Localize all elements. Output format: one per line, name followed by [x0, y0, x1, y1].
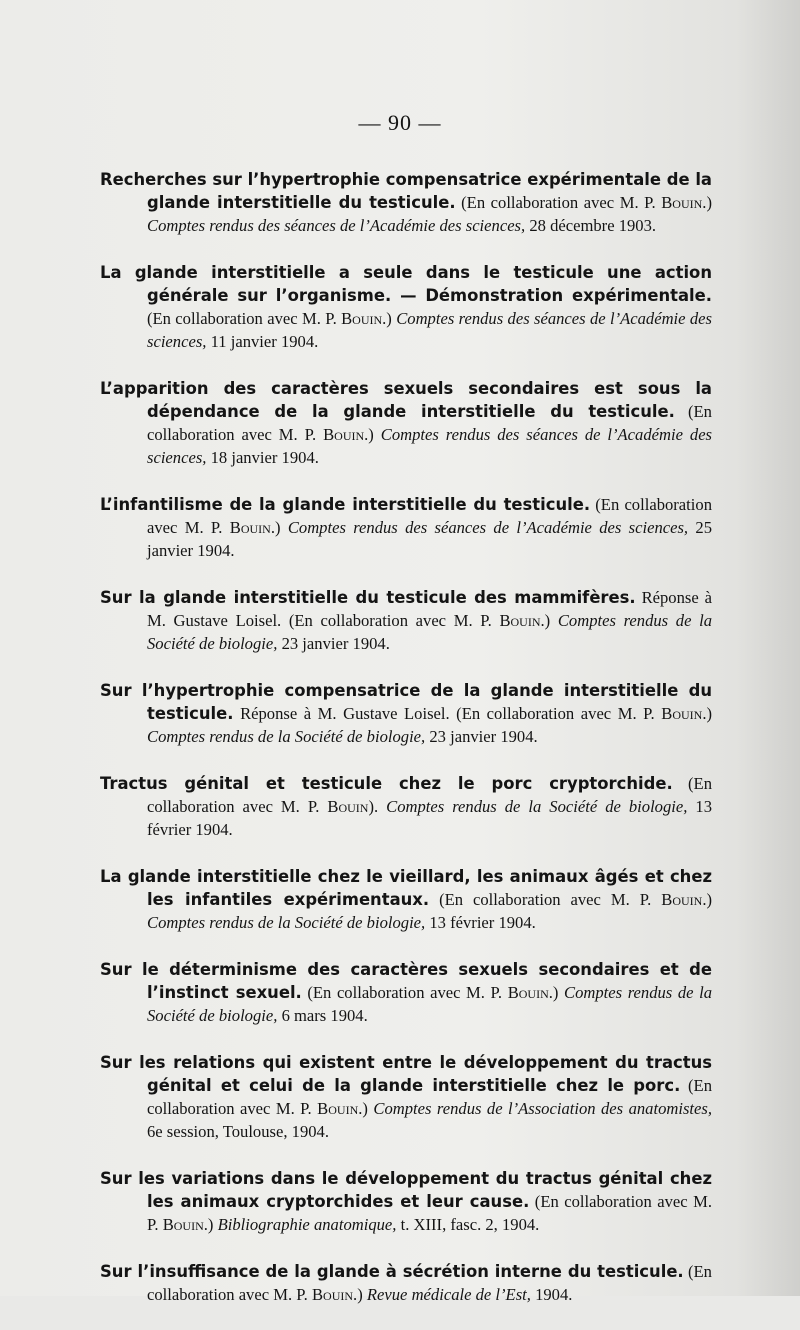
entry-title: Sur les variations dans le développement du tractus génital chez les animaux cryptorchides et leur cause. [100, 1169, 712, 1211]
entry-date: 13 février 1904. [429, 913, 536, 932]
entry-title: Sur l’hypertrophie compensatrice de la glande interstitielle du testicule. [100, 681, 712, 723]
entry-journal: Comptes rendus de la Société de biologie, [386, 797, 688, 816]
bibliography-entry [100, 377, 712, 469]
entry-author: Bouin [661, 704, 703, 723]
bibliography-entry [100, 1167, 712, 1236]
bibliography-entry [100, 1260, 712, 1306]
entry-date: 1904. [535, 1285, 573, 1304]
bibliography-entry [100, 772, 712, 841]
entry-title: Tractus génital et testicule chez le porc cryptorchide. [100, 774, 673, 793]
entry-punctuation: .) [540, 611, 551, 630]
entry-journal: Comptes rendus de l’Association des anatomistes, [373, 1099, 713, 1118]
entry-punctuation: .) [203, 1215, 214, 1234]
entry-author: Bouin [327, 797, 369, 816]
entry-date: 28 décembre 1903. [529, 216, 657, 235]
bibliography-entry [100, 168, 712, 237]
entry-journal: Comptes rendus de la Société de biologie, [147, 611, 712, 653]
entry-date: 6 mars 1904. [281, 1006, 368, 1025]
entry-collaboration: (En collaboration avec M. P. [307, 983, 503, 1002]
entry-author: Bouin [661, 193, 703, 212]
entry-collaboration: (En collaboration avec M. P. [147, 1192, 712, 1234]
bibliography-entry [100, 865, 712, 934]
entry-punctuation: .) [702, 193, 712, 212]
entry-punctuation: .) [702, 704, 712, 723]
entry-collaboration: (En collaboration avec M. P. [147, 309, 337, 328]
bibliography-entry [100, 1051, 712, 1143]
entry-punctuation: .) [702, 890, 712, 909]
entry-journal: Comptes rendus de la Société de biologie, [147, 727, 426, 746]
entry-author: Bouin [162, 1215, 204, 1234]
entry-title: Sur l’insuffisance de la glande à sécrétion interne du testicule. [100, 1262, 684, 1281]
bibliography-entry [100, 958, 712, 1027]
entry-author: Bouin [311, 1285, 354, 1304]
entry-date: t. XIII, fasc. 2, 1904. [400, 1215, 540, 1234]
entry-title: L’infantilisme de la glande interstitielle du testicule. [100, 495, 591, 514]
entry-collaboration: (En collaboration avec M. P. [147, 1076, 712, 1118]
entry-journal: Comptes rendus des séances de l’Académie des sciences, [287, 518, 689, 537]
entry-collaboration: (En collaboration avec M. P. [147, 495, 712, 537]
entry-journal: Comptes rendus des séances de l’Académie des sciences, [147, 425, 713, 467]
entry-collaboration: Réponse à M. Gustave Loisel. (En collaboration avec M. P. [147, 588, 712, 630]
entry-collaboration: (En collaboration avec M. P. [461, 193, 656, 212]
entry-collaboration: (En collaboration avec M. P. [147, 402, 712, 444]
entry-title: Sur la glande interstitielle du testicule des mammifères. [100, 588, 636, 607]
entry-collaboration: (En collaboration avec M. P. [147, 774, 712, 816]
entry-title: Sur les relations qui existent entre le développement du tractus génital et celui de la glande interstitielle chez le porc. [100, 1053, 712, 1095]
entry-author: Bouin [341, 309, 383, 328]
entry-date: 13 février 1904. [147, 797, 712, 839]
entry-collaboration: (En collaboration avec M. P. [439, 890, 652, 909]
bibliography-entry [100, 586, 712, 655]
entry-journal: Revue médicale de l’Est, [366, 1285, 531, 1304]
entry-punctuation: ). [368, 797, 379, 816]
entry-punctuation: .) [353, 1285, 363, 1304]
entry-date: 18 janvier 1904. [210, 448, 319, 467]
entry-date: 23 janvier 1904. [429, 727, 538, 746]
entry-journal: Comptes rendus de la Société de biologie, [147, 983, 712, 1025]
entry-author: Bouin [323, 425, 365, 444]
entry-punctuation: .) [270, 518, 281, 537]
entry-punctuation: .) [382, 309, 392, 328]
entry-punctuation: .) [358, 1099, 368, 1118]
entry-title: La glande interstitielle a seule dans le testicule une action générale sur l’organisme. — Démonstration expérimentale. [100, 263, 712, 305]
entry-date: 23 janvier 1904. [281, 634, 390, 653]
bibliography-entry [100, 261, 712, 353]
entry-journal: Comptes rendus de la Société de biologie, [147, 913, 426, 932]
entry-journal: Comptes rendus des séances de l’Académie des sciences, [147, 309, 712, 351]
entry-date: 25 janvier 1904. [147, 518, 712, 560]
entry-date: 6e session, Toulouse, 1904. [147, 1122, 329, 1141]
entry-date: 11 janvier 1904. [210, 332, 319, 351]
entry-collaboration: Réponse à M. Gustave Loisel. (En collaboration avec M. P. [240, 704, 655, 723]
entry-author: Bouin [507, 983, 549, 1002]
page-number: — 90 — [358, 110, 442, 135]
bibliography-entry [100, 493, 712, 562]
entry-punctuation: .) [548, 983, 559, 1002]
entry-punctuation: .) [364, 425, 374, 444]
entry-title: La glande interstitielle chez le vieillard, les animaux âgés et chez les infantiles expérimentaux. [100, 867, 712, 909]
entry-collaboration: (En collaboration avec M. P. [147, 1262, 712, 1304]
entry-author: Bouin [499, 611, 541, 630]
entry-author: Bouin [317, 1099, 359, 1118]
entry-title: Recherches sur l’hypertrophie compensatrice expérimentale de la glande interstitielle du testicule. [100, 170, 712, 212]
entry-author: Bouin [229, 518, 271, 537]
entry-journal: Comptes rendus des séances de l’Académie des sciences, [147, 216, 526, 235]
entry-title: L’apparition des caractères sexuels secondaires est sous la dépendance de la glande interstitielle du testicule. [100, 379, 712, 421]
bibliography-entry [100, 679, 712, 748]
entry-journal: Bibliographie anatomique, [217, 1215, 397, 1234]
bibliography-list [100, 168, 712, 1330]
entry-author: Bouin [661, 890, 703, 909]
entry-title: Sur le déterminisme des caractères sexuels secondaires et de l’instinct sexuel. [100, 960, 712, 1002]
